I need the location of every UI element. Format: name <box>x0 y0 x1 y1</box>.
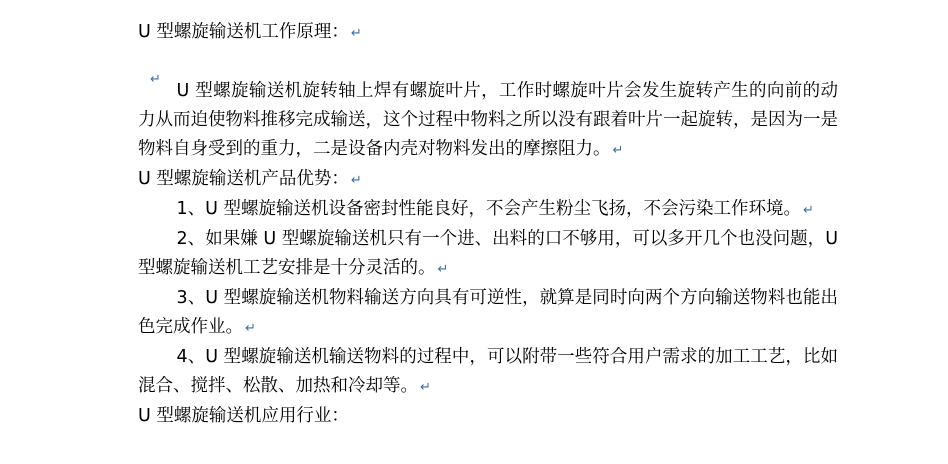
paragraph-text: U 型螺旋输送机工作原理： <box>138 22 349 42</box>
paragraph-text: U 型螺旋输送机产品优势： <box>138 169 349 189</box>
paragraph-mark-icon: ↵ <box>245 321 256 336</box>
paragraph-advantage-4 <box>138 343 838 402</box>
paragraph-text: 2、如果嫌 U 型螺旋输送机只有一个进、出料的口不够用，可以多开几个也没问题，U 型螺旋输送机工艺安排是十分灵活的。 <box>138 229 844 278</box>
paragraph-heading-industries <box>138 402 838 431</box>
paragraph-mark-icon: ↵ <box>420 380 431 395</box>
paragraph-text: 3、U 型螺旋输送机物料输送方向具有可逆性，就算是同时向两个方向输送物料也能出色完成作业。 <box>138 288 838 337</box>
paragraph-mark-icon-blank: ↵ <box>150 72 161 87</box>
paragraph-advantage-1 <box>138 195 838 225</box>
paragraph-text: 4、U 型螺旋输送机输送物料的过程中，可以附带一些符合用户需求的加工工艺，比如混合、搅拌、松散、加热和冷却等。 <box>138 347 838 396</box>
paragraph-text: 1、U 型螺旋输送机设备密封性能良好，不会产生粉尘飞扬，不会污染工作环境。 <box>176 199 802 219</box>
document-body <box>138 18 844 431</box>
paragraph-advantage-3 <box>138 284 838 343</box>
paragraph-mark-icon: ↵ <box>437 262 449 277</box>
paragraph-mark-icon: ↵ <box>350 173 362 188</box>
paragraph-blank-line <box>138 48 838 77</box>
paragraph-body-principle <box>138 77 838 165</box>
paragraph-mark-icon: ↵ <box>350 26 362 41</box>
paragraph-text: U 型螺旋输送机应用行业： <box>138 406 349 426</box>
paragraph-text: U 型螺旋输送机旋转轴上焊有螺旋叶片，工作时螺旋叶片会发生旋转产生的向前的动力从而迫使物料推移完成输送，这个过程中物料之所以没有跟着叶片一起旋转，是因为一是物料自身受到的重力，二是设备内壳对物料发出的摩擦阻力。 <box>138 81 838 159</box>
paragraph-heading-advantages <box>138 165 838 195</box>
paragraph-heading-principle <box>138 18 838 48</box>
paragraph-advantage-2 <box>138 225 844 284</box>
paragraph-mark-icon: ↵ <box>612 143 624 158</box>
paragraph-mark-icon: ↵ <box>803 203 814 218</box>
